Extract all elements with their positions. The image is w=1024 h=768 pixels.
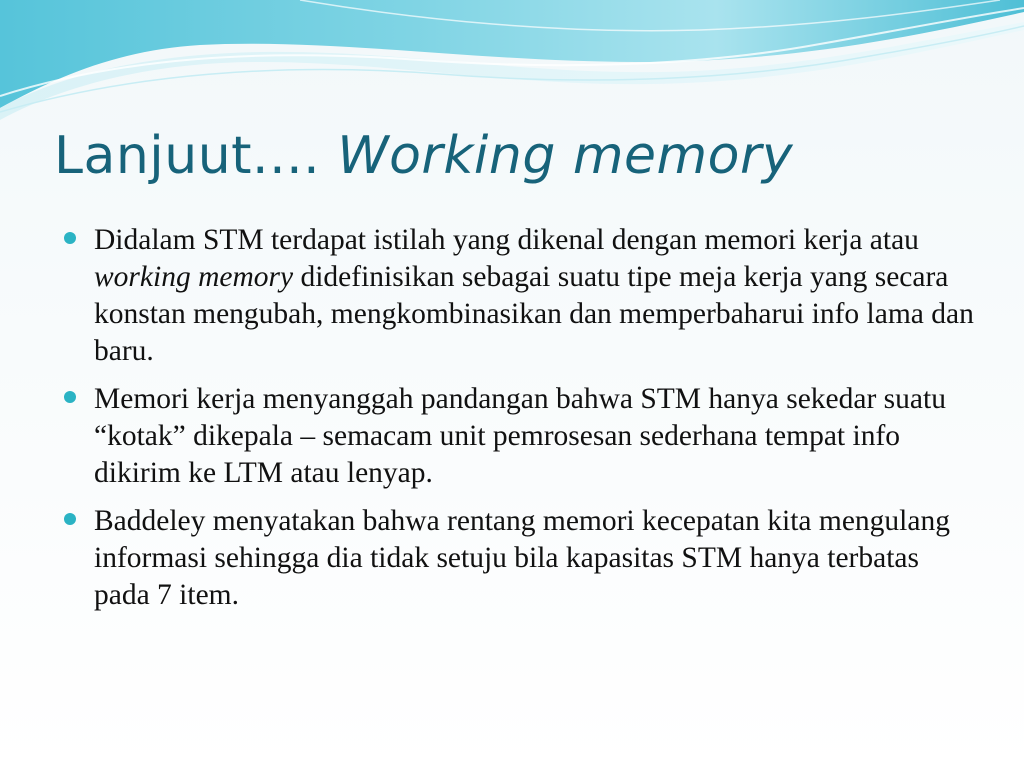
bullet-text: Memori kerja menyanggah pandangan bahwa STM hanya sekedar suatu “kotak” dikepala – semacam unit pemrosesan sederhana tempat info dikirim ke LTM atau lenyap.	[94, 383, 946, 489]
bullet-dot-icon	[64, 513, 76, 525]
slide-title-main: Lanjuut....	[54, 126, 321, 186]
bullet-dot-icon	[64, 391, 76, 403]
bullet-item	[64, 222, 974, 370]
bullet-text-emphasis: working memory	[94, 261, 294, 293]
slide-title-italic: Working memory	[337, 126, 794, 186]
header-wave-decoration	[0, 0, 1024, 130]
bullet-list	[64, 222, 974, 625]
bullet-text-after: didefinisikan sebagai suatu tipe meja kerja yang secara konstan mengubah, mengkombinasikan dan memperbaharui info lama dan baru.	[94, 261, 974, 367]
bullet-item	[64, 503, 974, 614]
bullet-item	[64, 381, 974, 492]
slide-title	[54, 128, 793, 185]
bullet-text: Baddeley menyatakan bahwa rentang memori kecepatan kita mengulang informasi sehingga dia tidak setuju bila kapasitas STM hanya terbatas pada 7 item.	[94, 505, 950, 611]
bullet-text-before: Didalam STM terdapat istilah yang dikenal dengan memori kerja atau	[94, 224, 919, 256]
bullet-dot-icon	[64, 232, 76, 244]
